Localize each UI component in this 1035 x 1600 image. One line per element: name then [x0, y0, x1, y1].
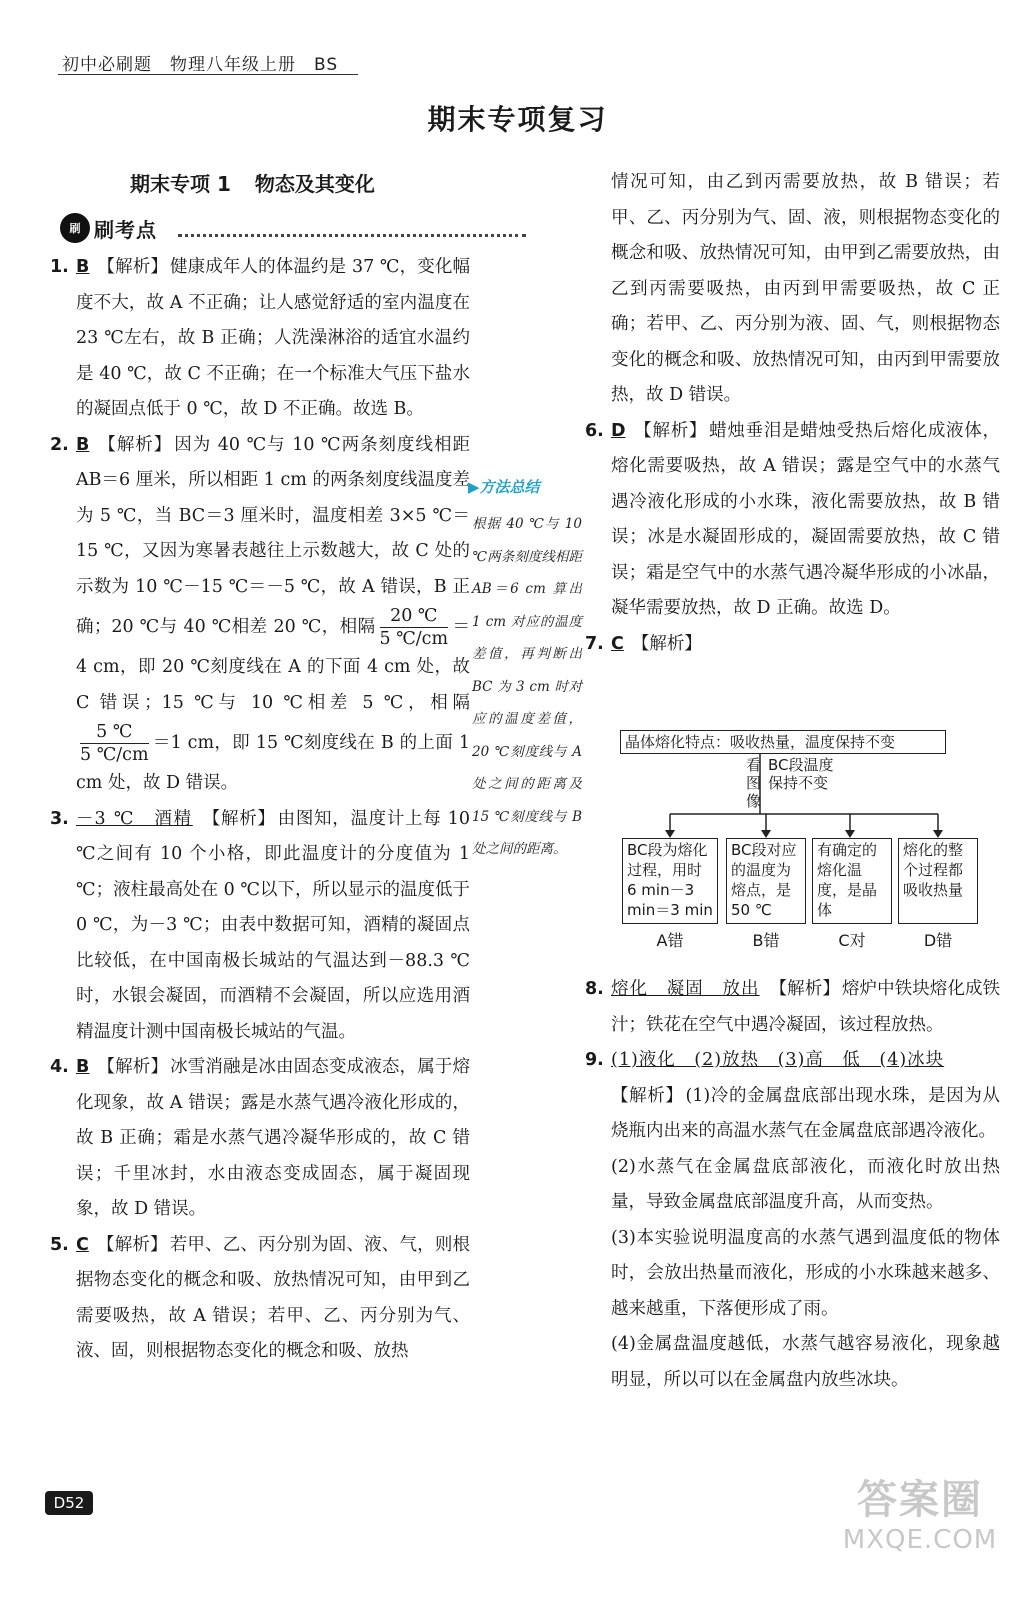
analysis-text: 若甲、乙、丙分别为固、液、气，则根据物态变化的概念和吸、放热情况可知，由甲到乙需要吸热，故 A 错误；若甲、乙、丙分别为气、液、固，则根据物态变化的概念和吸、放热	[76, 1234, 471, 1361]
analysis-text: ＝4 cm，即 20 ℃刻度线在 A 的下面 4 cm 处，故 C 错误；15 ℃与 10 ℃相差 5 ℃，相隔	[76, 617, 470, 713]
fraction	[380, 605, 449, 650]
fraction-numerator: 5 ℃	[80, 721, 149, 744]
dotted-divider	[178, 234, 526, 237]
answer: D	[611, 420, 626, 441]
question-number: 5.	[50, 1234, 69, 1255]
question-number: 9.	[585, 1050, 604, 1070]
running-header: 初中必刷题 物理八年级上册 BS	[62, 55, 339, 75]
analysis-tag: 【解析】	[769, 979, 840, 999]
question-number: 7.	[585, 633, 604, 654]
question-number: 2.	[50, 434, 69, 455]
analysis-tag: 【解析】	[631, 633, 702, 654]
analysis-text: 因为 40 ℃与 10 ℃两条刻度线相距 AB＝6 厘米，所以相距 1 cm 的两条刻度线温度差为 5 ℃，当 BC＝3 厘米时，温度相差 3×5 ℃＝15 ℃，又因为寒暑表越往上示数越大，故 C 处的示数为 10 ℃－15 ℃＝－5 ℃，故 A 错误，B 正确；20 ℃与 40 ℃相差 20 ℃，相隔	[76, 434, 470, 637]
diagram-option-c-box: 有确定的熔化温度，是晶体	[812, 838, 892, 924]
diagram-top-box: 晶体熔化特点：吸收热量，温度保持不变	[620, 730, 946, 754]
diagram-caption-b: B错	[752, 931, 780, 950]
question-5	[50, 1228, 470, 1370]
diagram-caption-c: C对	[838, 931, 866, 950]
right-column-lower	[585, 972, 1000, 1398]
method-summary-text: 根据 40 ℃与 10 ℃两条刻度线相距 AB＝6 cm 算出 1 cm 对应的温度差值，再判断出 BC 为 3 cm 时对应的温度差值，20 ℃刻度线与 A 处之间的距离及 15 ℃刻度线与 B 处之间的距离。	[472, 516, 582, 857]
diagram-option-b-box: BC段对应的温度为熔点，是 50 ℃	[726, 838, 806, 924]
question-2	[50, 428, 470, 802]
analysis-text: 蜡烛垂泪是蜡烛受热后熔化成液体，熔化需要吸热，故 A 错误；露是空气中的水蒸气遇冷液化形成的小水珠，液化需要放热，故 B 错误；冰是水凝固形成的，凝固需要放热，故 C 错误；霜是空气中的水蒸气遇冷凝华形成的小冰晶，凝华需要放热，故 D 正确。故选 D。	[611, 420, 1001, 618]
question-number: 4.	[50, 1057, 69, 1077]
badge-label: 刷考点	[94, 217, 157, 242]
question-3	[50, 802, 470, 1051]
analysis-tag: 【解析】	[97, 434, 173, 455]
question-7	[585, 627, 1000, 663]
question-6	[585, 414, 1000, 627]
analysis-text: 健康成年人的体温约是 37 ℃，变化幅度不大，故 A 不正确；让人感觉舒适的室内温度在 23 ℃左右，故 B 正确；人洗澡淋浴的适宜水温约是 40 ℃，故 C 不正确；在一个标准大气压下盐水的凝固点低于 0 ℃，故 D 不正确。故选 B。	[76, 257, 470, 419]
answer: (1)液化 (2)放热 (3)高 低 (4)冰块	[611, 1050, 945, 1070]
analysis-tag: 【解析】	[611, 1085, 684, 1106]
question-number: 8.	[585, 979, 604, 999]
diagram-caption-d: D错	[923, 931, 953, 950]
question-8	[585, 972, 1000, 1043]
question-4	[50, 1050, 470, 1228]
triangle-arrow-icon: ▶	[468, 478, 480, 496]
analysis-text: 冰雪消融是冰由固态变成液态，属于熔化现象，故 A 错误；露是水蒸气遇冷液化形成的，故 B 正确；霜是水蒸气遇冷凝华形成的，故 C 错误；千里冰封，水由液态变成固态，属于凝固现象，故 D 错误。	[76, 1057, 471, 1219]
analysis-text: ＝1 cm，即 15 ℃刻度线在 B 的上面 1 cm 处，故 D 错误。	[76, 733, 470, 793]
fraction-numerator: 20 ℃	[380, 605, 449, 628]
question-9	[585, 1043, 1000, 1079]
answer: －3 ℃ 酒精	[76, 808, 193, 829]
analysis-part-1: (1)冷的金属盘底部出现水珠，是因为从烧瓶内出来的高温水蒸气在金属盘底部遇冷液化。	[611, 1085, 1001, 1141]
diagram-option-d-box: 熔化的整个过程都吸收热量	[898, 838, 978, 924]
section-heading: 物态及其变化	[254, 172, 375, 196]
header-rule	[58, 74, 358, 75]
page-number: D52	[45, 1491, 93, 1515]
question-1	[50, 250, 470, 428]
diagram-option-a-box: BC段为熔化过程，用时 6 min－3 min＝3 min	[622, 838, 718, 924]
analysis-tag: 【解析】	[96, 1234, 168, 1255]
question-number: 1.	[50, 257, 69, 277]
right-column	[585, 165, 1000, 662]
brush-icon: 刷	[60, 213, 90, 243]
section-label: 期末专项 1	[130, 172, 231, 196]
question-number: 3.	[50, 808, 69, 829]
answer: 熔化 凝固 放出	[611, 979, 760, 999]
method-summary-title: ▶方法总结	[468, 478, 540, 496]
page-title: 期末专项复习	[427, 103, 608, 136]
analysis-text: 熔炉中铁块熔化成铁汁；铁花在空气中遇冷凝固，该过程放热。	[611, 979, 1001, 1035]
watermark: 答案圈 MXQE.COM	[842, 1477, 998, 1555]
answer: B	[76, 257, 90, 277]
analysis-tag: 【解析】	[633, 420, 708, 441]
section-title	[130, 168, 375, 197]
analysis-tag: 【解析】	[97, 257, 168, 277]
answer: C	[611, 633, 624, 654]
practice-badge	[60, 212, 157, 244]
diagram-look-label: 看图像	[746, 756, 762, 810]
left-column	[50, 250, 470, 1370]
analysis-part-3: (3)本实验说明温度高的水蒸气遇到温度低的物体时，会放出热量而液化，形成的小水珠越来越多、越来越重，下落便形成了雨。	[611, 1227, 1000, 1319]
answer: B	[76, 1057, 90, 1077]
answer: B	[76, 434, 90, 455]
fraction-denominator: 5 ℃/cm	[379, 629, 449, 649]
question-5-continued: 情况可知，由乙到丙需要放热，故 B 错误；若甲、乙、丙分别为气、固、液，则根据物态变化的概念和吸、放热情况可知，由甲到乙需要放热，由乙到丙需要吸热，由丙到甲需要吸热，故 C 正确；若甲、乙、丙分别为液、固、气，则根据物态变化的概念和吸、放热情况可知，由丙到甲需要放热，故 D 错误。	[611, 172, 1000, 405]
analysis-tag: 【解析】	[97, 1057, 169, 1077]
diagram-bc-note: BC段温度保持不变	[768, 756, 834, 792]
analysis-part-4: (4)金属盘温度越低，水蒸气越容易液化，现象越明显，所以可以在金属盘内放些冰块。	[611, 1334, 1000, 1390]
fraction	[80, 721, 149, 766]
analysis-text: 由图知，温度计上每 10 ℃之间有 10 个小格，即此温度计的分度值为 1 ℃；液柱最高处在 0 ℃以下，所以显示的温度低于 0 ℃，为－3 ℃；由表中数据可知，酒精的凝固点比较低，在中国南极长城站的气温达到－88.3 ℃时，水银会凝固，而酒精不会凝固，所以应选用酒精温度计测中国南极长城站的气温。	[76, 808, 470, 1042]
melting-analysis-diagram	[590, 726, 1010, 958]
answer: C	[76, 1234, 89, 1255]
analysis-tag: 【解析】	[202, 808, 276, 829]
question-number: 6.	[585, 420, 604, 441]
question-9-analysis	[585, 1079, 1000, 1150]
diagram-caption-a: A错	[656, 931, 684, 950]
analysis-part-2: (2)水蒸气在金属盘底部液化，而液化时放出热量，导致金属盘底部温度升高，从而变热。	[611, 1156, 1000, 1212]
fraction-denominator: 5 ℃/cm	[80, 745, 149, 765]
